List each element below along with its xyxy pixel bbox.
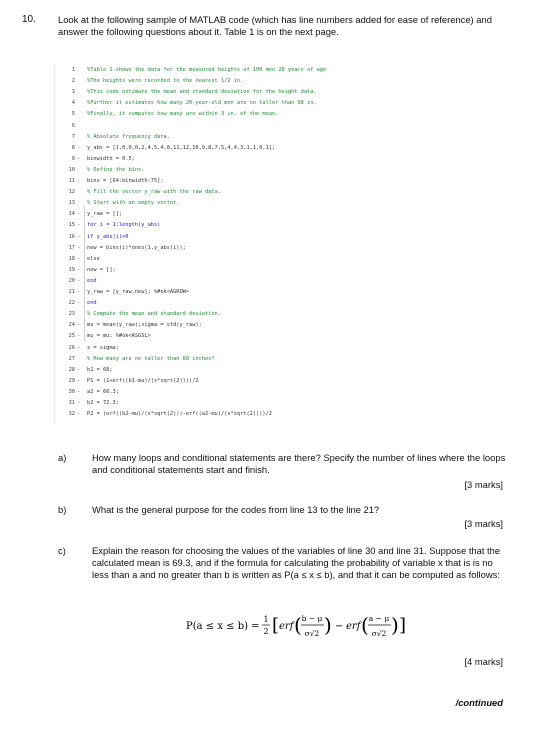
code-line-marker: - [77, 244, 81, 251]
code-line-marker: - [77, 400, 81, 406]
formula-num-1: b − μ [301, 614, 323, 623]
code-line-text: mu = mean(y_raw);sigma = std(y_raw); [87, 322, 202, 329]
code-line-text: end [87, 300, 97, 307]
code-line-number: 30 [68, 388, 75, 395]
formula-num-2: a − μ [368, 614, 390, 623]
formula-half-den: 2 [263, 627, 269, 636]
continued-note: /continued [455, 697, 503, 708]
code-line-number: 1 [71, 67, 75, 73]
code-line-marker: - [77, 411, 81, 418]
code-line-marker: - [77, 388, 81, 395]
code-line-number: 2 [71, 78, 75, 85]
part-a-text: How many loops and conditional statements are there? Specify the number of lines where the loops and conditional statements start and finish. [92, 452, 506, 475]
code-line-text: % Fill the vector y_raw with the raw data. [87, 189, 221, 196]
code-line-text: b1 = 68; [87, 366, 113, 373]
part-c-label: c) [58, 545, 66, 556]
code-line-text: else [87, 255, 100, 262]
code-line-marker: - [77, 211, 81, 218]
code-line-text: if y_abs(i)>0 [87, 233, 129, 240]
code-line-text: P1 = (1+erf((b1-mu)/(s*sqrt(2))))/2 [87, 377, 199, 384]
code-line-text: % Define the bins. [87, 166, 145, 173]
code-line-number: 24 [68, 322, 75, 329]
formula-erf-2: erf [346, 621, 361, 632]
formula-bracket-right: ] [399, 615, 407, 636]
code-line-number: 14 [68, 211, 75, 218]
code-line-number: 19 [68, 266, 75, 273]
code-line-marker: - [77, 255, 81, 262]
code-line-number: 13 [68, 200, 75, 207]
code-line-number: 16 [68, 233, 75, 240]
code-line-number: 20 [68, 277, 75, 284]
code-line-text: %This code estimate the mean and standard deviation for the height data. [87, 89, 317, 96]
formula-den-1: σ√2 [304, 629, 320, 638]
code-line-number: 28 [68, 366, 75, 373]
code-line-number: 4 [71, 100, 75, 107]
code-line-marker: - [77, 233, 81, 240]
code-line-text: %Table 1.shows the data for the measured heights of 100 men 20 years of age [87, 67, 327, 73]
formula-lhs: P(a ≤ x ≤ b) = [186, 621, 260, 632]
code-line-text: %Further it estimates how many 20-year-old men are no taller than 68 in. [87, 100, 317, 107]
code-line-text: binwidth = 0.5; [87, 155, 135, 162]
part-c-marks: [4 marks] [464, 656, 503, 667]
formula-graphic [186, 609, 426, 645]
code-line-marker: - [77, 344, 81, 351]
formula-half-num: 1 [263, 615, 269, 624]
code-line-marker: - [77, 266, 81, 273]
code-line-marker: - [77, 178, 81, 184]
code-line-text: b2 = 72.3; [87, 400, 119, 406]
code-line-text: a2 = 66.3; [87, 388, 119, 395]
code-line-number: 10 [68, 166, 75, 173]
code-fold-line [84, 206, 85, 341]
code-line-text: y_abs = [1,0,0,0,2,4,5,4,8,11,12,10,9,8,7,5,4,4,3,1,1,0,1]; [87, 144, 276, 151]
code-line-marker: - [77, 366, 81, 373]
question-intro: Look at the following sample of MATLAB code (which has line numbers added for ease of reference) and answer the following questions about it. Table 1 is on the next page. [58, 14, 492, 37]
formula-bracket-left: [ [272, 615, 280, 636]
formula-paren-right-2: ) [391, 613, 399, 637]
code-line-marker: - [77, 144, 81, 151]
code-line-number: 8 [71, 144, 75, 151]
part-a-label: a) [58, 452, 67, 463]
code-line-text: % How many are no taller than 68 inches? [87, 355, 215, 362]
code-line-marker: - [77, 333, 81, 340]
code-line-text: %The heights were recorded to the nearest 1/2 in. [87, 78, 244, 85]
formula-paren-left-2: ( [361, 613, 369, 637]
code-line-number: 27 [68, 355, 75, 362]
code-line-number: 25 [68, 333, 75, 340]
code-line-number: 9 [71, 155, 75, 162]
question-number: 10. [22, 14, 36, 25]
probability-formula [186, 609, 426, 645]
code-line-number: 5 [71, 111, 75, 118]
code-line-number: 12 [68, 189, 75, 196]
code-line-text: s = sigma; [87, 344, 119, 351]
code-line-text: % Compute the mean and standard deviation. [87, 311, 221, 318]
formula-paren-right-1: ) [324, 613, 332, 637]
code-line-text: % Absolute frequency data. [87, 133, 170, 140]
code-line-number: 11 [68, 178, 75, 184]
code-line-number: 15 [68, 222, 75, 229]
code-line-marker: - [77, 322, 81, 329]
code-line-text: mu = mu; %#ok<ASGSL> [87, 333, 151, 340]
code-line-text: P2 = (erf((b2-mu)/(s*sqrt(2)))-erf((a2-mu)/(s*sqrt(2))))/2 [87, 411, 272, 418]
code-line-text: for i = 1:length(y_abs) [87, 222, 161, 229]
code-line-marker: - [77, 300, 81, 307]
code-line-text: new = []; [87, 266, 116, 273]
code-line-text: new = bins(i)*ones(1,y_abs(i)); [87, 244, 186, 251]
code-line-text: y_raw = [y_raw,new]; %#ok<AGROW> [87, 289, 190, 295]
code-line-marker: - [77, 222, 81, 229]
code-line-number: 18 [68, 255, 75, 262]
code-line-number: 21 [68, 289, 75, 295]
part-b-marks: [3 marks] [464, 518, 503, 529]
matlab-code-block [54, 65, 473, 423]
code-line-number: 7 [71, 133, 75, 140]
formula-paren-left-1: ( [294, 613, 302, 637]
code-line-number: 31 [68, 400, 75, 406]
part-a-marks: [3 marks] [464, 479, 503, 490]
formula-den-2: σ√2 [371, 629, 387, 638]
formula-erf-1: erf [279, 621, 294, 632]
part-b-text: What is the general purpose for the codes from line 13 to the line 21? [92, 504, 380, 515]
code-line-text: end [87, 277, 97, 284]
code-line-number: 29 [68, 377, 75, 384]
code-line-number: 22 [68, 300, 75, 307]
part-c-text: Explain the reason for choosing the values of the variables of line 30 and line 31. Suppose that the calculated mean is 69.3, and if the formula for calculating the probability of variable x that is is no less than a and no greater than b is written as P(a ≤ x ≤ b), and that it can be computed as follows: [92, 545, 501, 580]
code-line-text: % Start with an empty vector. [87, 200, 180, 207]
code-line-marker: - [77, 289, 81, 295]
code-line-number: 23 [68, 311, 75, 318]
code-line-number: 6 [71, 122, 75, 129]
formula-minus: − [335, 621, 344, 632]
code-line-number: 3 [71, 89, 75, 96]
code-line-marker: - [77, 155, 81, 162]
code-line-marker: - [77, 377, 81, 384]
code-line-text: %Finally, it cumputes how many are within 3 in. of the mean. [87, 111, 279, 118]
code-line-number: 17 [68, 244, 75, 251]
code-line-number: 26 [68, 344, 75, 351]
code-line-number: 32 [68, 411, 75, 418]
code-line-text: y_raw = []; [87, 211, 123, 218]
code-line-marker: - [77, 277, 81, 284]
part-b-label: b) [58, 504, 67, 515]
code-line-text: bins = [64:binwidth:75]; [87, 178, 164, 184]
